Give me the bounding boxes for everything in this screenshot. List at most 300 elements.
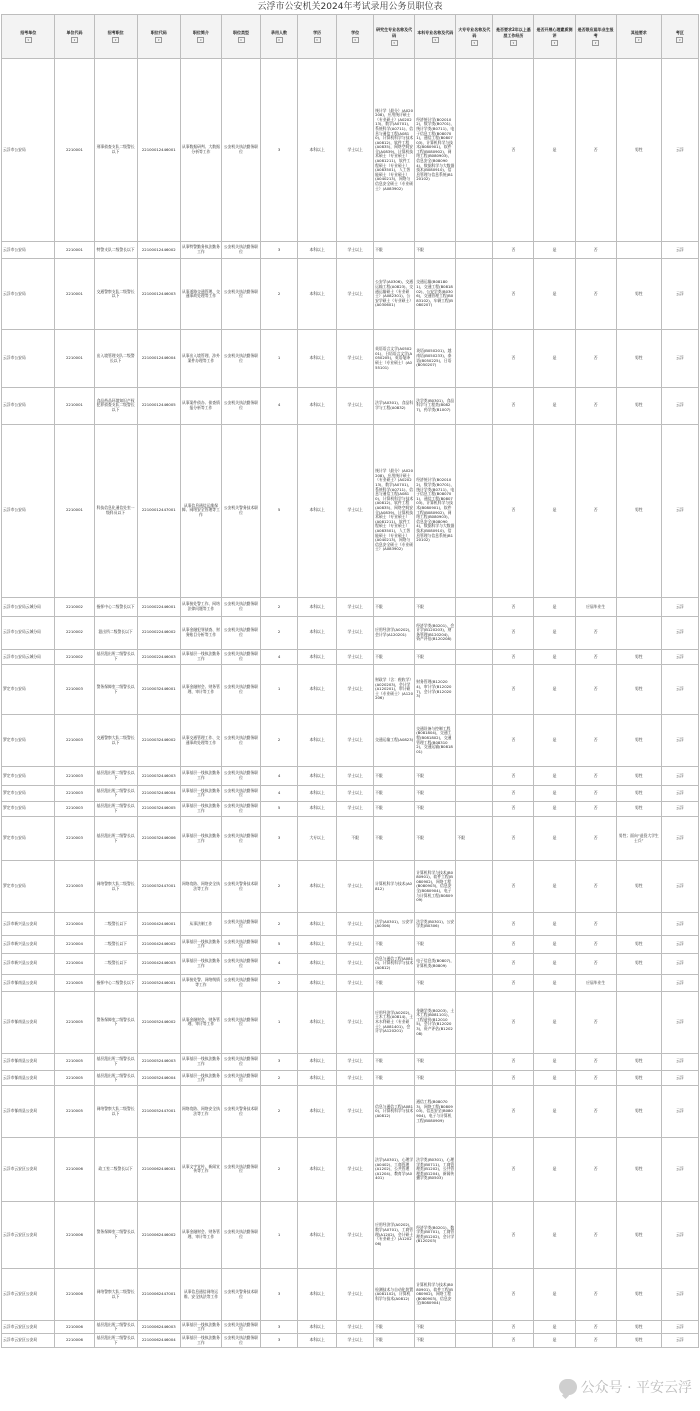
table-cell: 是 (534, 59, 575, 242)
table-cell: 不限 (374, 974, 415, 991)
table-cell: 否 (575, 816, 616, 860)
table-cell: 2 (261, 259, 298, 330)
table-row (2, 786, 699, 801)
table-cell: 学士以上 (337, 241, 374, 258)
table-cell (616, 597, 661, 616)
table-cell: 是 (534, 786, 575, 801)
table-cell: 否 (493, 936, 534, 953)
filter-dropdown-icon[interactable]: ▾ (510, 40, 517, 46)
table-cell: 否 (493, 1201, 534, 1268)
table-row (2, 259, 699, 330)
table-cell: 否 (493, 816, 534, 860)
table-cell: 公安机关执法勤务职位 (221, 665, 260, 715)
table-row (2, 241, 699, 258)
table-cell: 3 (261, 816, 298, 860)
table-cell: 公安机关执法勤务职位 (221, 387, 260, 424)
table-cell: 2210005 (55, 992, 94, 1054)
table-cell: 从事案件侦办、侦查情报分析等工作 (180, 387, 221, 424)
table-cell: 从事基层一线执法勤务工作 (180, 1070, 221, 1085)
table-cell: 否 (493, 1070, 534, 1085)
table-cell: 检测技术与自动化装置(A081102)，计算机科学与技术(A0812) (374, 1269, 415, 1321)
table-cell: 学士以上 (337, 259, 374, 330)
table-cell: 法学类(B0301)，食品科学与工程类(B0827)，药学类(B1007) (415, 387, 456, 424)
table-row (2, 424, 699, 597)
table-cell: 本科以上 (298, 665, 337, 715)
table-cell: 罗定市公安局 (2, 766, 55, 785)
table-cell: 公安机关警务技术职位 (221, 1269, 260, 1321)
table-cell (456, 992, 493, 1054)
table-cell: 网络警察大队二级警长以下 (94, 861, 137, 913)
column-header-label: 本科专业名称及代码 (417, 29, 454, 35)
table-row (2, 616, 699, 649)
filter-dropdown-icon[interactable]: ▾ (471, 40, 478, 46)
table-cell (456, 665, 493, 715)
table-cell: 本科以上 (298, 1334, 337, 1347)
table-cell: 男性 (616, 715, 661, 767)
table-cell: 云浮 (661, 766, 698, 785)
table-cell: 2210004 (55, 953, 94, 974)
table-cell: 3 (261, 1053, 298, 1070)
table-cell: 云浮 (661, 616, 698, 649)
table-cell: 公安机关执法勤务职位 (221, 715, 260, 767)
table-cell: 学士以上 (337, 974, 374, 991)
table-cell: 学士以上 (337, 913, 374, 936)
table-cell: 22100052447001 (137, 1086, 180, 1138)
table-cell: 云浮市郁南县公安局 (2, 992, 55, 1054)
table-cell: 否 (493, 786, 534, 801)
table-cell: 网络攻防、网络安全执法等工作 (180, 1086, 221, 1138)
table-cell: 4 (261, 786, 298, 801)
column-header-label: 招考职位 (107, 29, 124, 35)
table-cell: 不限 (374, 1320, 415, 1333)
table-cell: 学士以上 (337, 801, 374, 816)
filter-dropdown-icon[interactable]: ▾ (352, 37, 359, 43)
table-cell: 否 (493, 801, 534, 816)
table-cell: 否 (493, 715, 534, 767)
table-cell: 二级警长以下 (94, 953, 137, 974)
table-cell: 公安机关执法勤务职位 (221, 1201, 260, 1268)
table-cell: 否 (575, 665, 616, 715)
table-cell (616, 913, 661, 936)
column-header (493, 15, 534, 59)
table-cell: 云浮 (661, 913, 698, 936)
table-cell: 2210002 (55, 649, 94, 664)
table-cell: 否 (493, 1138, 534, 1201)
table-cell: 云浮 (661, 992, 698, 1054)
table-cell: 2210006 (55, 1138, 94, 1201)
table-cell: 学士以上 (337, 766, 374, 785)
table-cell: 金融学类(B0203)，土木工程(B081101)，工程造价(B120105)，会计学(B120203)，资产评估(B120208) (415, 992, 456, 1054)
table-cell: 是 (534, 913, 575, 936)
table-cell: 否 (575, 1201, 616, 1268)
table-cell: 二级警长以下 (94, 936, 137, 953)
table-cell: 22100052446004 (137, 1070, 180, 1085)
table-cell: 2 (261, 913, 298, 936)
column-header (55, 15, 94, 59)
table-cell: 云浮市郁南县公安局 (2, 1070, 55, 1085)
table-cell (456, 801, 493, 816)
table-cell: 交通设备与控制工程(B081804)，交通工程(B081802)，交通管理工程(B083102)，交通运输(B081801) (415, 715, 456, 767)
table-cell: 是 (534, 953, 575, 974)
table-cell: 学士以上 (337, 597, 374, 616)
table-cell: 学士以上 (337, 992, 374, 1054)
table-cell: 应用经济学(A0202)，会计学(A120201) (374, 616, 415, 649)
column-header-label: 是否要求2年以上基层工作经历 (495, 27, 531, 38)
table-cell: 本科以上 (298, 1053, 337, 1070)
table-cell: 是 (534, 259, 575, 330)
table-cell: 学士以上 (337, 861, 374, 913)
column-header-label: 招考单位 (20, 29, 37, 35)
table-cell: 云浮 (661, 1138, 698, 1201)
table-cell: 1 (261, 330, 298, 388)
table-cell: 公安机关执法勤务职位 (221, 616, 260, 649)
table-cell: 22100052446003 (137, 1053, 180, 1070)
table-cell: 2210004 (55, 936, 94, 953)
table-cell: 男性 (616, 649, 661, 664)
table-cell: 学士以上 (337, 616, 374, 649)
table-cell: 是 (534, 424, 575, 597)
filter-dropdown-icon[interactable]: ▾ (635, 37, 642, 43)
table-cell: 公安机关执法勤务职位 (221, 259, 260, 330)
table-cell: 否 (493, 766, 534, 785)
table-row (2, 330, 699, 388)
table-cell: 公安学(A0306)，交通运输工程(A0823)，交通运输硕士（专业硕士）(A082301)，公安学硕士（专业硕士）(A030601) (374, 259, 415, 330)
table-cell: 否 (575, 715, 616, 767)
table-cell: 云浮 (661, 936, 698, 953)
table-cell (456, 1201, 493, 1268)
table-cell: 不限 (374, 786, 415, 801)
table-cell: 否 (575, 59, 616, 242)
table-cell: 否 (575, 1070, 616, 1085)
table-cell: 从事基层一线执法勤务工作 (180, 1334, 221, 1347)
table-cell: 公安机关执法勤务职位 (221, 974, 260, 991)
table-cell: 云浮市云安区公安局 (2, 1138, 55, 1201)
table-cell (456, 387, 493, 424)
table-cell: 2 (261, 616, 298, 649)
table-row (2, 1320, 699, 1333)
table-cell: 22100012446002 (137, 241, 180, 258)
column-header (261, 15, 298, 59)
column-header-label: 学位 (351, 29, 360, 35)
table-cell: 是 (534, 974, 575, 991)
table-cell: 否 (575, 649, 616, 664)
table-cell: 2 (261, 1070, 298, 1085)
table-cell: 是 (534, 936, 575, 953)
table-row (2, 1269, 699, 1321)
table-cell: 男性 (616, 1086, 661, 1138)
table-cell: 是 (534, 766, 575, 785)
table-row (2, 936, 699, 953)
table-row (2, 816, 699, 860)
table-cell: 电子信息类(B0807)，计算机类(B0809) (415, 953, 456, 974)
table-cell: 不限 (415, 801, 456, 816)
table-cell: 不限 (415, 786, 456, 801)
filter-dropdown-icon[interactable]: ▾ (676, 37, 683, 43)
table-cell: 否 (575, 259, 616, 330)
table-cell: 男性 (616, 1138, 661, 1201)
table-row (2, 649, 699, 664)
table-cell: 3 (261, 1269, 298, 1321)
table-cell: 统计学（最分）(A020208)，应用统计硕士（专业硕士）(A020213)，数学(A0701)，系统科学(A0711)，信息与通信工程(A0810)，计算机科学与技术(A0812)，软件工程(A0835)，网络空间安全(A0839)，计算机技术硕士（专业硕士）(A081211)，软件工程硕士（专业硕士）(A083501)，人工智能硕士（专业硕士）(A040213)，网络与信息安全硕士（专业硕士）(A083902) (374, 59, 415, 242)
table-cell: 否 (575, 1334, 616, 1347)
filter-dropdown-icon[interactable]: ▾ (551, 40, 558, 46)
table-cell: 应届毕业生 (575, 974, 616, 991)
table-row (2, 1201, 699, 1268)
table-cell: 2210003 (55, 766, 94, 785)
table-cell: 是 (534, 801, 575, 816)
column-header (337, 15, 374, 59)
table-cell: 本科以上 (298, 801, 337, 816)
table-cell: 5 (261, 801, 298, 816)
table-cell: 22100022446001 (137, 597, 180, 616)
column-header-label: 是否开展心理素质测评 (536, 27, 573, 38)
table-cell: 不限 (415, 1053, 456, 1070)
table-cell: 本科以上 (298, 259, 337, 330)
table-cell: 否 (493, 387, 534, 424)
table-cell: 公安机关执法勤务职位 (221, 816, 260, 860)
table-cell (456, 1070, 493, 1085)
filter-dropdown-icon[interactable]: ▾ (432, 37, 439, 43)
table-cell: 本科以上 (298, 1269, 337, 1321)
table-cell: 22100032447001 (137, 861, 180, 913)
table-cell: 2210003 (55, 665, 94, 715)
table-cell: 2210002 (55, 616, 94, 649)
table-cell: 基层派出所二级警长以下 (94, 1320, 137, 1333)
table-cell: 学士以上 (337, 786, 374, 801)
table-cell: 从事基层一线执法勤务工作 (180, 801, 221, 816)
table-cell: 法学(A0301)，食品科学与工程(A0832) (374, 387, 415, 424)
table-cell: 公安机关执法勤务职位 (221, 1334, 260, 1347)
table-cell: 不限 (374, 649, 415, 664)
column-header (456, 15, 493, 59)
table-cell: 22100042446002 (137, 936, 180, 953)
table-cell (456, 1138, 493, 1201)
table-cell: 本科以上 (298, 330, 337, 388)
table-cell: 不限 (415, 1334, 456, 1347)
table-cell (456, 259, 493, 330)
table-cell: 否 (493, 259, 534, 330)
table-cell: 2210001 (55, 424, 94, 597)
table-cell: 本科以上 (298, 597, 337, 616)
table-cell: 基层派出所二级警长以下 (94, 816, 137, 860)
table-cell: 公安机关执法勤务职位 (221, 241, 260, 258)
table-cell (616, 992, 661, 1054)
table-cell: 3 (261, 59, 298, 242)
table-cell: 基层派出所二级警长以下 (94, 1070, 137, 1085)
table-cell: 从事基层一线执法勤务工作 (180, 816, 221, 860)
table-cell: 从事金融财会、财务管理、审计等工作 (180, 992, 221, 1054)
table-cell: 本科以上 (298, 992, 337, 1054)
table-cell: 云浮市公安局 (2, 259, 55, 330)
table-cell: 法学(A0301)，公安学(A0306) (374, 913, 415, 936)
filter-dropdown-icon[interactable]: ▾ (391, 40, 398, 46)
filter-dropdown-icon[interactable]: ▾ (71, 37, 78, 43)
table-cell: 5 (261, 936, 298, 953)
table-cell: 云浮 (661, 330, 698, 388)
table-cell: 不限 (415, 936, 456, 953)
table-cell: 公安机关警务技术职位 (221, 861, 260, 913)
column-header-label: 考区 (675, 29, 684, 35)
table-cell: 2210006 (55, 1320, 94, 1333)
table-cell: 云浮市新兴县公安局 (2, 953, 55, 974)
table-cell: 1 (261, 665, 298, 715)
table-cell: 22100042446001 (137, 913, 180, 936)
table-row (2, 665, 699, 715)
table-cell: 不限 (415, 766, 456, 785)
table-cell: 男性 (616, 786, 661, 801)
table-cell: 学士以上 (337, 1320, 374, 1333)
table-cell: 基层派出所二级警长以下 (94, 1053, 137, 1070)
table-cell: 从事交通管理工作、交通事故处理等工作 (180, 715, 221, 767)
table-cell: 男性 (616, 424, 661, 597)
table-cell: 公安机关执法勤务职位 (221, 330, 260, 388)
table-cell: 经济统计学(B020102)，数学类(B0701)，统计学类(B0711)，电子信息工程(B080701)，通信工程(B080703)，计算机科学与技术(B080901)，软件工程(B080902)，网络工程(B080903)，信息安全(B080904)，数据科学与大数据技术(B080910)，信息管理与信息系统(B120102) (415, 59, 456, 242)
table-cell: 学士以上 (337, 1269, 374, 1321)
table-cell: 云浮市公安局云城分局 (2, 616, 55, 649)
table-cell: 不限 (374, 936, 415, 953)
table-cell (456, 766, 493, 785)
table-cell: 从事出入境管理、涉外案件办理等工作 (180, 330, 221, 388)
job-table (1, 14, 699, 1348)
table-cell: 22100052446002 (137, 992, 180, 1054)
filter-dropdown-icon[interactable]: ▾ (314, 37, 321, 43)
table-cell (456, 424, 493, 597)
table-cell: 本科以上 (298, 241, 337, 258)
table-cell: 是 (534, 715, 575, 767)
table-cell: 基层派出所二级警长以下 (94, 786, 137, 801)
filter-dropdown-icon[interactable]: ▾ (155, 37, 162, 43)
table-cell: 从事基层一线执法勤务工作 (180, 786, 221, 801)
table-cell: 公安机关执法勤务职位 (221, 786, 260, 801)
table-cell: 不限 (374, 766, 415, 785)
column-header-label: 职位简介 (192, 29, 209, 35)
table-row (2, 953, 699, 974)
column-header (137, 15, 180, 59)
table-cell: 2210001 (55, 59, 94, 242)
table-cell: 本科以上 (298, 715, 337, 767)
table-cell: 云浮市公安局 (2, 387, 55, 424)
filter-dropdown-icon[interactable]: ▾ (276, 37, 283, 43)
table-cell: 是 (534, 816, 575, 860)
table-cell: 公安机关执法勤务职位 (221, 1320, 260, 1333)
table-cell: 2210001 (55, 387, 94, 424)
table-cell: 政工室二级警长以下 (94, 1138, 137, 1201)
table-cell (456, 1269, 493, 1321)
table-cell: 男性 (616, 59, 661, 242)
column-header-label: 学历 (313, 29, 322, 35)
table-cell: 云浮市云安区公安局 (2, 1269, 55, 1321)
column-header (575, 15, 616, 59)
filter-dropdown-icon[interactable]: ▾ (25, 37, 32, 43)
table-cell: 否 (493, 913, 534, 936)
table-cell: 云浮市新兴县公安局 (2, 936, 55, 953)
table-cell: 经济统计学(B020102)，数学类(B0701)，统计学类(B0711)，电子信息工程(B080701)，通信工程(B080703)，计算机科学与技术(B080901)，软件工程(B080902)，网络工程(B080903)，信息安全(B080904)，数据科学与大数据技术(B080910)，信息管理与信息系统(B120102) (415, 424, 456, 597)
table-cell: 从事接处警工作、网络法律问题等工作 (180, 597, 221, 616)
table-cell: 不限 (374, 1070, 415, 1085)
table-cell: 从事基层一线执法勤务工作 (180, 1320, 221, 1333)
table-cell: 不限 (456, 816, 493, 860)
table-cell: 从事数据研判、大数据分析等工作 (180, 59, 221, 242)
table-cell: 4 (261, 387, 298, 424)
table-cell: 云浮市公安局云城分局 (2, 649, 55, 664)
table-cell: 学士以上 (337, 1070, 374, 1085)
table-cell: 是 (534, 649, 575, 664)
table-cell: 22100032446004 (137, 786, 180, 801)
table-cell: 不限 (374, 241, 415, 258)
column-header (374, 15, 415, 59)
table-cell: 2210003 (55, 801, 94, 816)
table-cell: 从事金融犯罪侦查、财务账目分析等工作 (180, 616, 221, 649)
table-cell (456, 241, 493, 258)
table-row (2, 913, 699, 936)
table-cell: 公安机关执法勤务职位 (221, 992, 260, 1054)
table-cell: 学士以上 (337, 1201, 374, 1268)
table-cell: 否 (493, 1086, 534, 1138)
table-cell: 男性 (616, 259, 661, 330)
table-cell: 3 (261, 241, 298, 258)
column-header (415, 15, 456, 59)
table-cell: 2210005 (55, 1070, 94, 1085)
table-cell: 3 (261, 1334, 298, 1347)
filter-dropdown-icon[interactable]: ▾ (238, 37, 245, 43)
filter-dropdown-icon[interactable]: ▾ (197, 37, 204, 43)
filter-dropdown-icon[interactable]: ▾ (112, 37, 119, 43)
table-cell: 本科以上 (298, 766, 337, 785)
table-cell: 2210005 (55, 974, 94, 991)
table-cell: 不限 (415, 597, 456, 616)
table-cell: 从事法制工作 (180, 913, 221, 936)
table-cell: 否 (575, 1053, 616, 1070)
table-cell: 不限 (374, 816, 415, 860)
table-cell: 5 (261, 424, 298, 597)
column-header (2, 15, 55, 59)
table-cell: 学士以上 (337, 953, 374, 974)
table-cell: 计算机科学与技术(A0812) (374, 861, 415, 913)
column-header-label: 是否限应届毕业生报考 (577, 27, 614, 38)
column-header-label: 其他要求 (630, 29, 647, 35)
table-cell: 22100032446001 (137, 665, 180, 715)
filter-dropdown-icon[interactable]: ▾ (592, 40, 599, 46)
table-row (2, 1334, 699, 1347)
column-header-label: 大专专业名称及代码 (458, 27, 491, 38)
table-cell: 男性 (616, 1320, 661, 1333)
table-cell: 警务保障室二级警长以下 (94, 665, 137, 715)
table-cell: 公安机关执法勤务职位 (221, 1070, 260, 1085)
table-cell: 本科以上 (298, 1070, 337, 1085)
page-title: 云浮市公安机关2024年考试录用公务员职位表 (257, 2, 443, 12)
table-cell (456, 59, 493, 242)
table-cell: 男性 (616, 330, 661, 388)
table-cell: 云浮 (661, 1269, 698, 1321)
table-cell: 指挥中心二级警长以下 (94, 597, 137, 616)
table-cell: 22100032446005 (137, 801, 180, 816)
table-cell: 罗定市公安局 (2, 861, 55, 913)
table-cell: 男性 (616, 936, 661, 953)
table-cell (456, 913, 493, 936)
table-cell: 交通警察支队二级警长以下 (94, 259, 137, 330)
table-cell (456, 1086, 493, 1138)
table-cell: 从事金融财会、财务管理、审计等工作 (180, 1201, 221, 1268)
table-cell: 云浮 (661, 259, 698, 330)
table-cell: 2 (261, 1086, 298, 1138)
table-cell: 22100022446002 (137, 616, 180, 649)
table-cell: 警务保障室二级警长以下 (94, 992, 137, 1054)
table-cell: 不限 (337, 816, 374, 860)
table-cell: 4 (261, 953, 298, 974)
table-cell: 2 (261, 974, 298, 991)
table-cell: 不限 (415, 974, 456, 991)
table-cell: 交通警察大队二级警长以下 (94, 715, 137, 767)
